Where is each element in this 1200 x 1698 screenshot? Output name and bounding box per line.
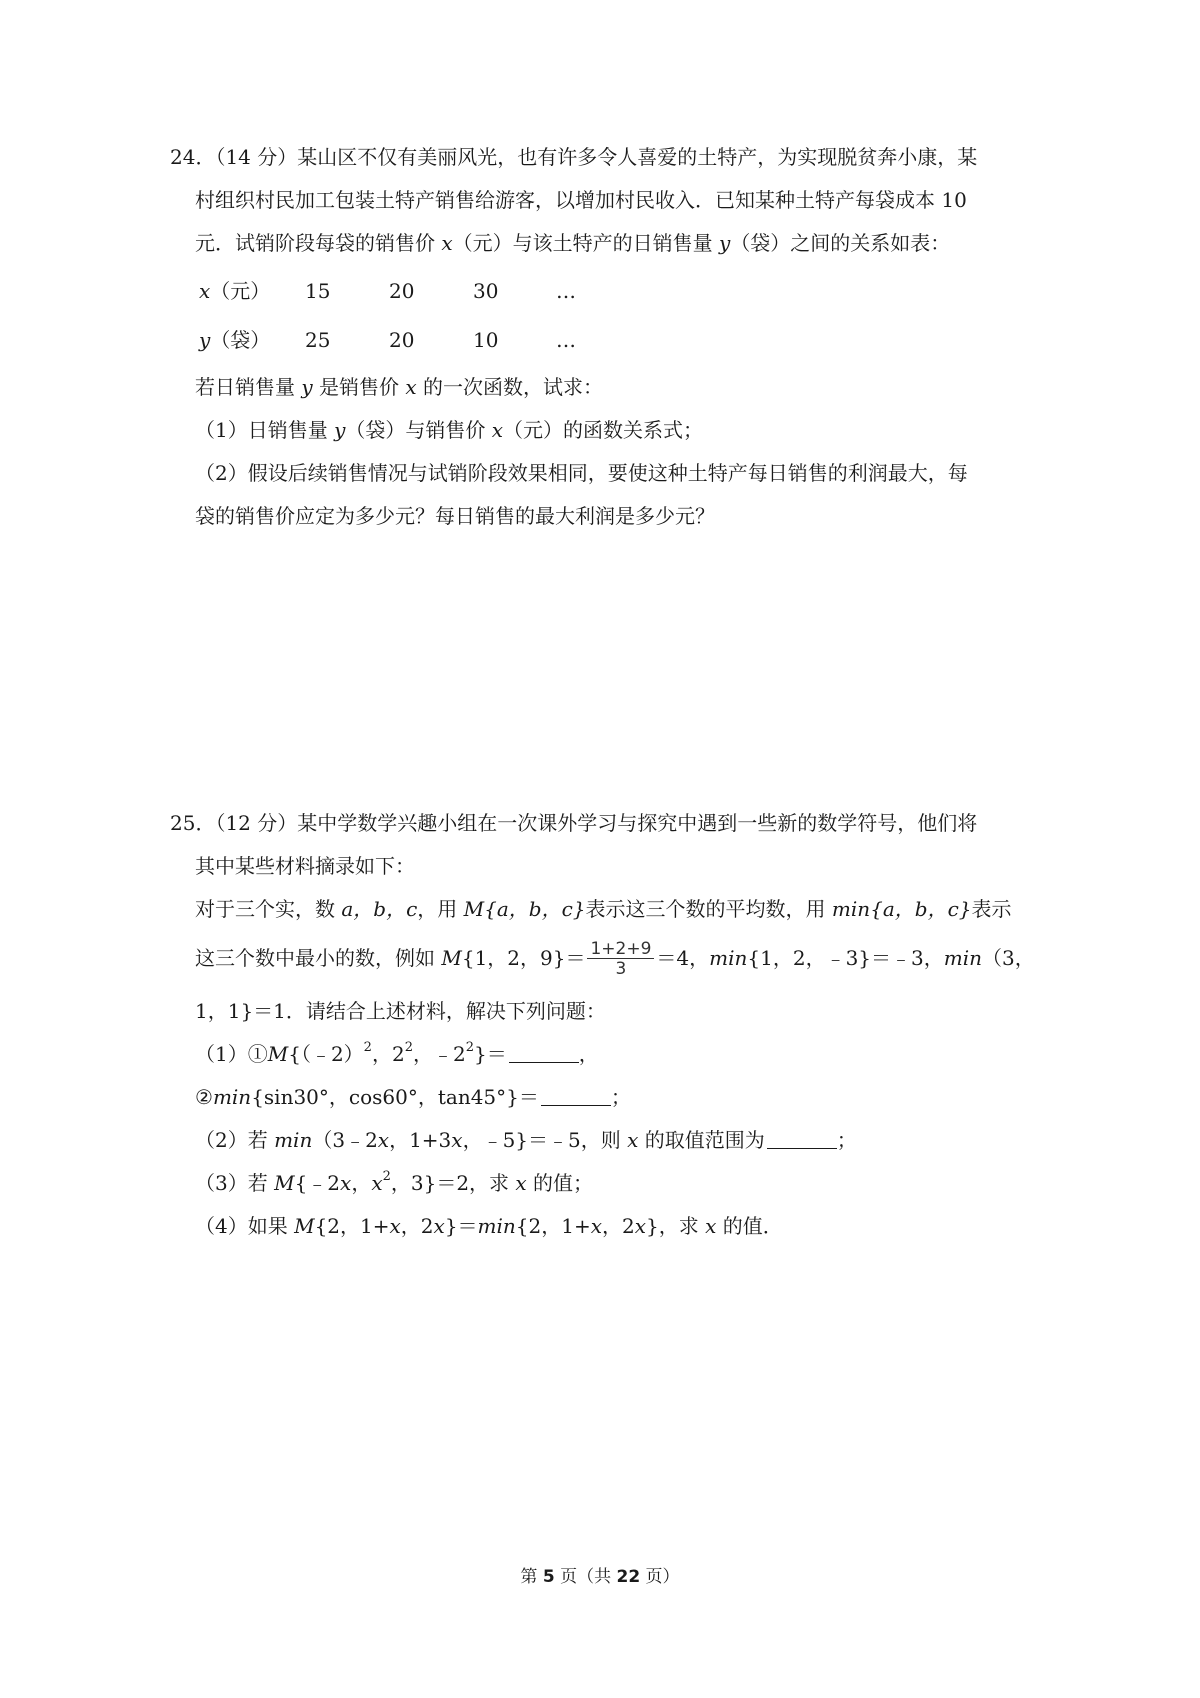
- answer-blank[interactable]: [541, 1085, 611, 1106]
- answer-blank[interactable]: [767, 1128, 837, 1149]
- q24-line-3: 元．试销阶段每袋的销售价 x（元）与该土特产的日销售量 y（袋）之间的关系如表：: [195, 231, 951, 255]
- table-cell: 25: [305, 328, 331, 352]
- q25-sub-1-1: （1）①M{（﹣2）$^2$，$2^2$，$﹣2^2\}=$ ，: [195, 1040, 599, 1066]
- table-cell: 20: [389, 279, 415, 303]
- q25-sub-2: （2）若 min（3﹣2x，1+3x，﹣5}＝﹣5，则 x 的取值范围为 ；: [195, 1128, 857, 1152]
- table-cell: …: [556, 279, 576, 303]
- q25-sub-1-2: ②min{sin30°，cos60°，tan45°}＝ ；: [195, 1085, 631, 1109]
- q25-example: 这三个数中最小的数，例如 M{1，2，9}＝ $\frac{1+2+9}{3}$ ＝4，min{1，2，﹣3}＝﹣3，min（3，: [195, 939, 1035, 979]
- table-row-x-header: x（元）: [199, 279, 271, 303]
- q25-line-2: 其中某些材料摘录如下：: [195, 854, 415, 878]
- table-cell: 20: [389, 328, 415, 352]
- q24-part-2-line-1: （2）假设后续销售情况与试销阶段效果相同，要使这种土特产每日销售的利润最大，每: [195, 461, 968, 485]
- page-footer: 第 5 页（共 22 页）: [520, 1567, 680, 1587]
- table-cell: …: [556, 328, 576, 352]
- q24-condition: 若日销售量 y 是销售价 x 的一次函数，试求：: [195, 375, 604, 399]
- q25-example-line-2: 1，1}＝1．请结合上述材料，解决下列问题：: [195, 999, 606, 1023]
- fraction: $\frac{1+2+9}{3}$: [587, 940, 654, 979]
- table-cell: 15: [305, 279, 331, 303]
- q25-sub-3: （3）若 M{﹣2x，$x^2$，3}＝2，求 x 的值；: [195, 1169, 594, 1195]
- q24-part-2-line-2: 袋的销售价应定为多少元？每日销售的最大利润是多少元？: [195, 504, 715, 528]
- page-number: 5: [542, 1567, 555, 1587]
- table-cell: 10: [473, 328, 499, 352]
- q24-line-1: 24．（14 分）某山区不仅有美丽风光，也有许多令人喜爱的土特产，为实现脱贫奔小康，某: [170, 145, 978, 169]
- q25-sub-4: （4）如果 M{2，1+x，2x}＝min{2，1+x，2x}，求 x 的值．: [195, 1214, 783, 1238]
- table-row-y-header: y（袋）: [199, 328, 271, 352]
- q25-line-1: 25．（12 分）某中学数学兴趣小组在一次课外学习与探究中遇到一些新的数学符号，他们将: [170, 811, 978, 835]
- table-cell: 30: [473, 279, 499, 303]
- page-total: 22: [616, 1567, 641, 1587]
- q25-definition: 对于三个实，数 a，b，c，用 M{a，b，c}表示这三个数的平均数，用 min{a，b，c}表示: [195, 897, 1012, 921]
- q24-part-1: （1）日销售量 y（袋）与销售价 x（元）的函数关系式；: [195, 418, 704, 442]
- q24-line-2: 村组织村民加工包装土特产销售给游客，以增加村民收入．已知某种土特产每袋成本 10: [195, 188, 967, 212]
- answer-blank[interactable]: [509, 1042, 579, 1063]
